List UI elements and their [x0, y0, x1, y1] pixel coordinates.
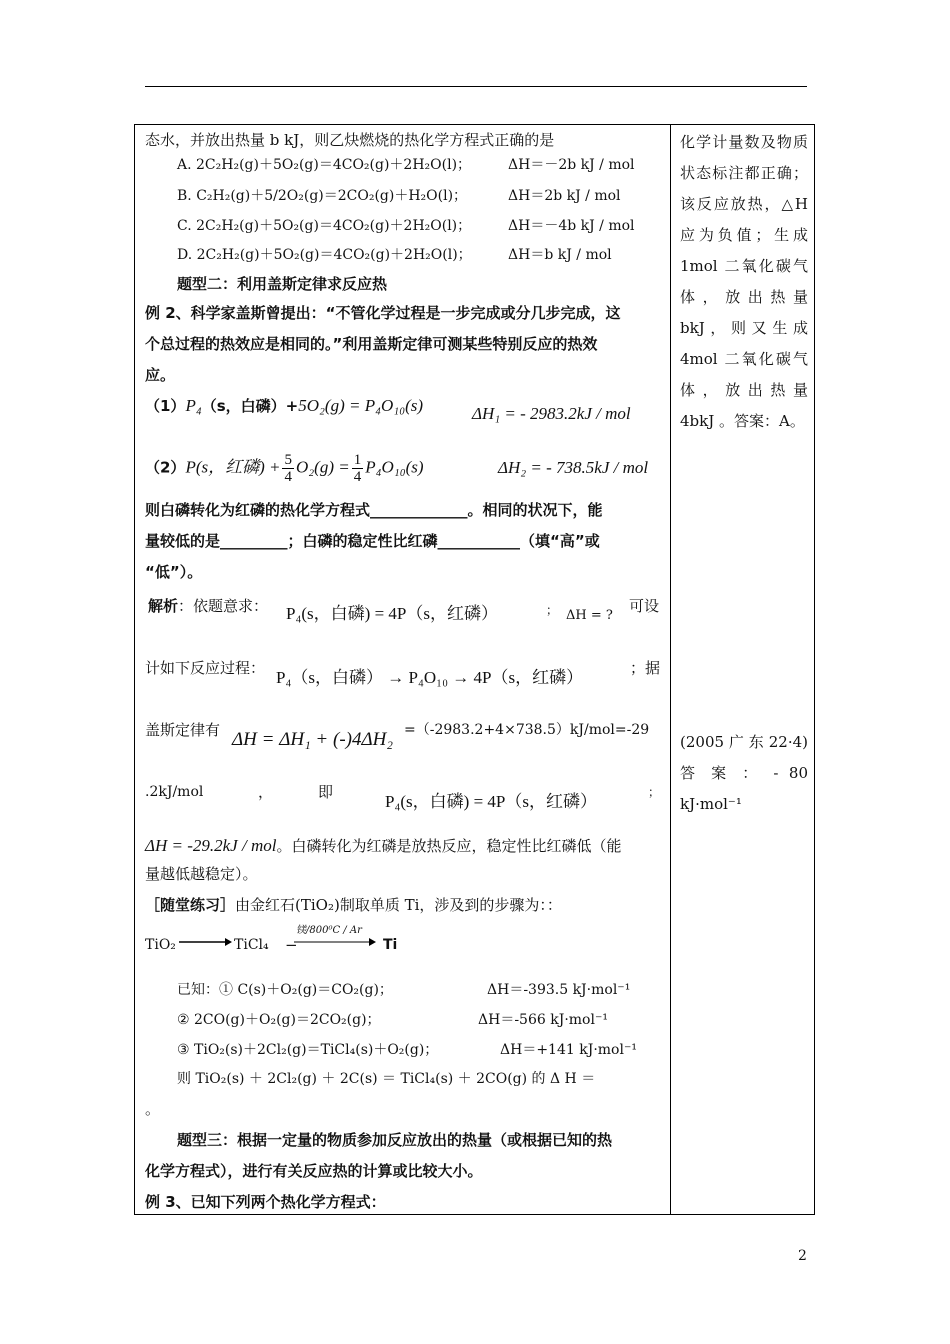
- known-1-dh: ΔH＝-393.5 kJ·mol⁻¹: [487, 982, 631, 998]
- analysis-eq2: P₄（s，白磷） → P₄O₁₀ → 4P（s，红磷）: [276, 668, 584, 687]
- option-d: D. 2C₂H₂(g)＋5O₂(g)＝4CO₂(g)＋2H₂O(l)；: [177, 247, 472, 263]
- then-line2: 。: [145, 1100, 161, 1118]
- arrow-icon: [177, 932, 233, 948]
- process-condition: 镁/800⁰C / Ar: [296, 925, 362, 936]
- analysis-semicolon1: ；: [546, 603, 559, 617]
- side-note-source: (2005 广 东 22·4) 答 案 ： - 80 kJ·mol⁻¹: [680, 733, 808, 813]
- known-3-dh: ΔH＝+141 kJ·mol⁻¹: [500, 1042, 637, 1058]
- option-d-dh: ΔH＝b kJ / mol: [508, 247, 612, 263]
- analysis-end2: ；据: [630, 659, 661, 677]
- analysis-end1: 可设: [629, 597, 660, 615]
- analysis-calc: =（-2983.2+4×738.5）kJ/mol=-29: [404, 722, 650, 738]
- analysis-eq1: P₄(s，白磷) = 4P（s，红磷）: [286, 604, 498, 623]
- process-start: TiO₂: [145, 937, 176, 953]
- analysis-line4c: 即: [318, 783, 334, 801]
- analysis-line2: 计如下反应过程：: [145, 659, 266, 677]
- page-number: 2: [798, 1248, 807, 1264]
- equation-2: （2）P(s，红磷) + $\frac{5}{4}$ O₂(g) = $\frac{1}{4}$ P₄O₁₀(s): [145, 452, 424, 485]
- known-1: 已知：① C(s)＋O₂(g)＝CO₂(g)；: [177, 982, 393, 998]
- analysis-line1: 解析：依题意求：: [148, 597, 269, 615]
- analysis-eq3: ΔH = ΔH₁ + (-)4ΔH₂: [232, 729, 393, 750]
- option-b-dh: ΔH＝2b kJ / mol: [508, 188, 621, 204]
- section-heading-type3-cont: 化学方程式），进行有关反应热的计算或比较大小。: [145, 1162, 483, 1180]
- header-rule: [145, 86, 807, 87]
- analysis-line3: 盖斯定律有: [145, 721, 221, 739]
- column-divider: [670, 124, 671, 1215]
- process-dash: −: [285, 936, 298, 954]
- analysis-line4a: .2kJ/mol: [145, 784, 204, 800]
- analysis-line6: 量越低越稳定）。: [145, 865, 258, 883]
- equation-1-dh: ΔH₁ = - 2983.2kJ / mol: [472, 404, 631, 423]
- question-fill-2: 量较低的是_________；白磷的稳定性比红磷___________（填“高”或: [145, 532, 600, 550]
- option-a: A. 2C₂H₂(g)＋5O₂(g)＝4CO₂(g)＋2H₂O(l)；: [177, 157, 472, 173]
- example2-line2: 个总过程的热效应是相同的。”利用盖斯定律可测某些特别反应的热效: [145, 335, 598, 353]
- then-line1: 则 TiO₂(s) ＋ 2Cl₂(g) ＋ 2C(s) ＝ TiCl₄(s) ＋ 2CO(g) 的 Δ H ＝: [177, 1071, 596, 1087]
- example2-line1: 例 2、科学家盖斯曾提出：“不管化学过程是一步完成或分几步完成，这: [145, 304, 621, 322]
- option-b: B. C₂H₂(g)＋5/2O₂(g)＝2CO₂(g)＋H₂O(l)；: [177, 188, 468, 204]
- process-mid: TiCl₄: [234, 937, 269, 953]
- example2-line3: 应。: [145, 366, 176, 384]
- analysis-semicolon4: ；: [648, 785, 661, 799]
- known-2: ② 2CO(g)＋O₂(g)＝2CO₂(g)；: [177, 1012, 381, 1028]
- practice-heading: ［随堂练习］由金红石(TiO₂)制取单质 Ti，涉及到的步骤为：：: [145, 896, 562, 914]
- analysis-eq4: P₄(s，白磷) = 4P（s，红磷）: [385, 792, 597, 811]
- known-2-dh: ΔH＝-566 kJ·mol⁻¹: [478, 1012, 608, 1028]
- example3-heading: 例 3、已知下列两个热化学方程式：: [145, 1193, 386, 1211]
- equation-2-dh: ΔH₂ = - 738.5kJ / mol: [498, 458, 649, 477]
- side-note-answer: 化学计量数及物质状态标注都正确；该反应放热，△H应为负值；生成 1mol 二氧化碳气体，放出热量 bkJ，则又生成 4mol 二氧化碳气体，放出热量 4bkJ 。答案：A。: [680, 133, 808, 430]
- process-end: Ti: [383, 937, 398, 953]
- question-fill-1: 则白磷转化为红磷的热化学方程式_____________。相同的状况下，能: [145, 501, 603, 519]
- section-heading-type2: 题型二：利用盖斯定律求反应热: [177, 275, 388, 293]
- section-heading-type3: 题型三：根据一定量的物质参加反应放出的热量（或根据已知的热: [177, 1131, 613, 1149]
- analysis-line4b: ，: [258, 783, 274, 801]
- equation-1: （1）P₄（s，白磷）+5O₂(g) = P₄O₁₀(s): [145, 396, 424, 415]
- question-fill-3: “低”）。: [145, 563, 203, 581]
- known-3: ③ TiO₂(s)＋2Cl₂(g)＝TiCl₄(s)＋O₂(g)；: [177, 1042, 439, 1058]
- reaction-arrow-icon: [294, 932, 378, 948]
- option-c-dh: ΔH＝－4b kJ / mol: [508, 218, 635, 234]
- question-line: 态水，并放出热量 b kJ，则乙炔燃烧的热化学方程式正确的是: [145, 131, 555, 149]
- analysis-dh1: ΔH = ?: [566, 608, 613, 623]
- analysis-line5: ΔH = -29.2kJ / mol。白磷转化为红磷是放热反应，稳定性比红磷低（能: [145, 836, 622, 855]
- option-a-dh: ΔH＝－2b kJ / mol: [508, 157, 635, 173]
- option-c: C. 2C₂H₂(g)＋5O₂(g)＝4CO₂(g)＋2H₂O(l)；: [177, 218, 472, 234]
